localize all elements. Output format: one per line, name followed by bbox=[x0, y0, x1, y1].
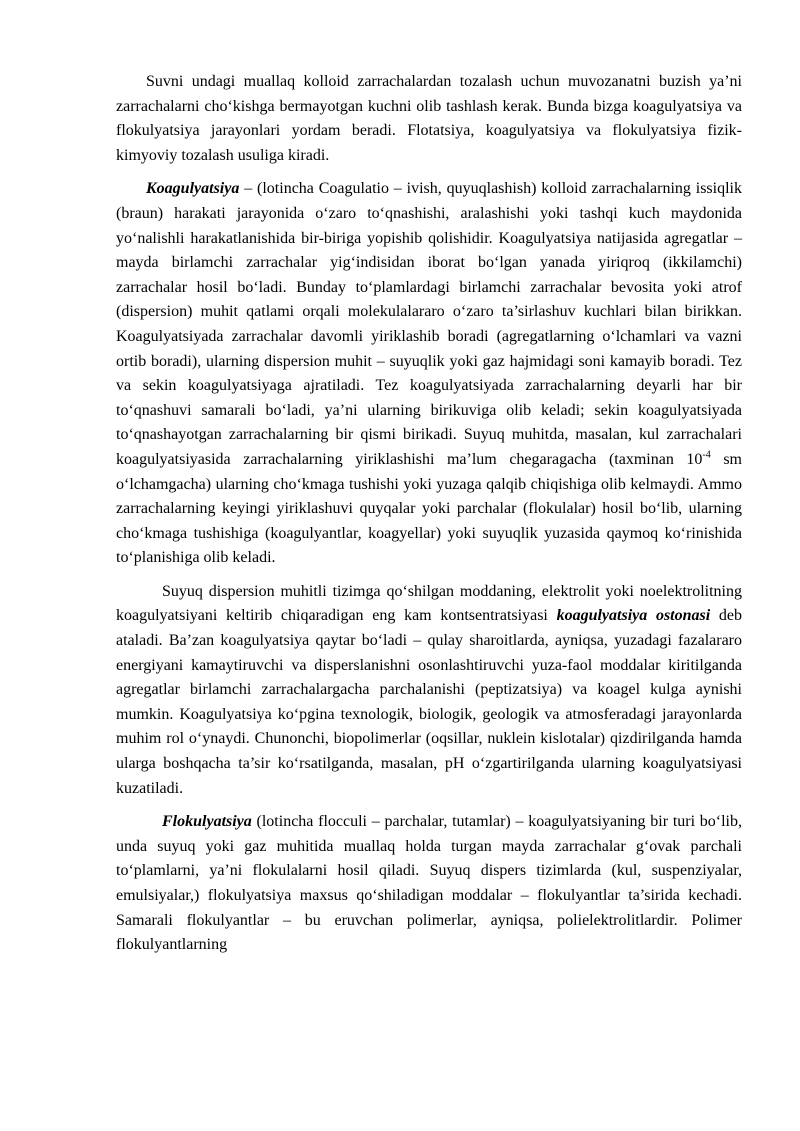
term-flokulyatsiya: Flokulyatsiya bbox=[162, 813, 252, 831]
paragraph-koagulyatsiya-ostonasi bbox=[116, 580, 742, 801]
koagulyatsiya-text-a: – (lotincha Coagulatio – ivish, quyuqlashish) kolloid zarrachalarning issiqlik (braun) harakati jarayonida o‘zaro to‘qnashishi, aralashishi yoki tashqi kuch maydonida yo‘nalishli harakatlanishida bir-biriga yopishib qolishidir. Koagulyatsiya natijasida agregatlar – mayda birlamchi zarrachalar yig‘indisidan iborat bo‘lgan yanada yiriqroq (ikkilamchi) zarrachalar hosil bo‘ladi. Bunday to‘plamlardagi birlamchi zarrachalar bevosita yoki atrof (dispersion) muhit qatlami orqali molekulalararo o‘zaro ta’sirlashuv kuchlari bilan birikkan. Koagulyatsiyada zarrachalar davomli yiriklashib boradi (agregatlarning o‘lchamlari va vazni ortib boradi), ularning dispersion muhit – suyuqlik yoki gaz hajmidagi soni kamayib boradi. Tez va sekin koagulyatsiyaga ajratiladi. Tez koagulyatsiyada zarrachalarning deyarli har bir to‘qnashuvi samarali bo‘ladi, ya’ni ularning birikuviga olib keladi; sekin koagulyatsiyada to‘qnashayotgan zarrachalarning bir qismi birikadi. Suyuq muhitda, masalan, kul zarrachalari koagulyatsiyasida zarrachalarning yiriklashishi ma’lum chegaragacha (taxminan 10 bbox=[116, 180, 742, 468]
flokulyatsiya-text-a: (lotincha flocculi – parchalar, tutamlar) – koagulyatsiyaning bir turi bo‘lib, unda suyuq yoki gaz muhitida muallaq holda turgan mayda zarrachalar g‘ovak parchali to‘plamlarni, ya’ni flokulalarni hosil qiladi. Suyuq dispers tizimlarda (kul, suspenziyalar, emulsiyalar,) flokulyatsiya maxsus qo‘shiladigan moddalar – flokulyantlar ta’sirida kechadi. Samarali flokulyantlar – bu eruvchan polimerlar, ayniqsa, polielektrolitlardir. Polimer flokulyantlarning bbox=[116, 813, 742, 954]
ostonasi-text-a: Suyuq dispersion muhitli tizimga qo‘shilgan moddaning, elektrolit yoki noelektrolitning koagulyatsiyani keltirib chiqaradigan eng kam kontsentratsiyasi bbox=[116, 582, 742, 625]
paragraph-koagulyatsiya bbox=[116, 177, 742, 571]
ostonasi-text-b: deb ataladi. Ba’zan koagulyatsiya qaytar bo‘ladi – qulay sharoitlarda, ayniqsa, yuzadagi fazalararo energiyani kamaytiruvchi va disperslanishni osonlashtiruvchi yuza-faol moddalar kiritilganda agregatlar birlamchi zarrachalargacha parchalanishi (peptizatsiya) va koagel kulga aynishi mumkin. Koagulyatsiya ko‘pgina texnologik, biologik, geologik va atmosferadagi jarayonlarda muhim rol o‘ynaydi. Chunonchi, biopolimerlar (oqsillar, nuklein kislotalar) qizdirilganda hamda ularga boshqacha ta’sir ko‘rsatilganda, masalan, pH o‘zgartirilganda ularning koagulyatsiyasi kuzatiladi. bbox=[116, 607, 743, 797]
term-koagulyatsiya-ostonasi: koagulyatsiya ostonasi bbox=[556, 607, 711, 625]
paragraph-intro: Suvni undagi muallaq kolloid zarrachalardan tozalash uchun muvozanatni buzish ya’ni zarrachalarni cho‘kishga bermayotgan kuchni olib tashlash kerak. Bunda bizga koagulyatsiya va flokulyatsiya jarayonlari yordam beradi. Flotatsiya, koagulyatsiya va flokulyatsiya fizik-kimyoviy tozalash usuliga kiradi. bbox=[116, 73, 742, 164]
term-koagulyatsiya: Koagulyatsiya bbox=[146, 180, 240, 198]
exponent: -4 bbox=[702, 449, 711, 461]
koagulyatsiya-text-b: sm o‘lchamgacha) ularning cho‘kmaga tushishi yoki yuzaga qalqib chiqishiga olib kelmaydi. Ammo zarrachalarning keyingi yiriklashuvi quyqalar yoki parchalar (flokulalar) hosil bo‘lib, ularning cho‘kmaga tushishiga (koagulyantlar, koagyellar) yoki suyuqlik yuzasida qaymoq ko‘rinishida to‘planishiga olib keladi. bbox=[116, 450, 743, 567]
paragraph-flokulyatsiya bbox=[116, 810, 742, 958]
document-page bbox=[116, 70, 742, 967]
